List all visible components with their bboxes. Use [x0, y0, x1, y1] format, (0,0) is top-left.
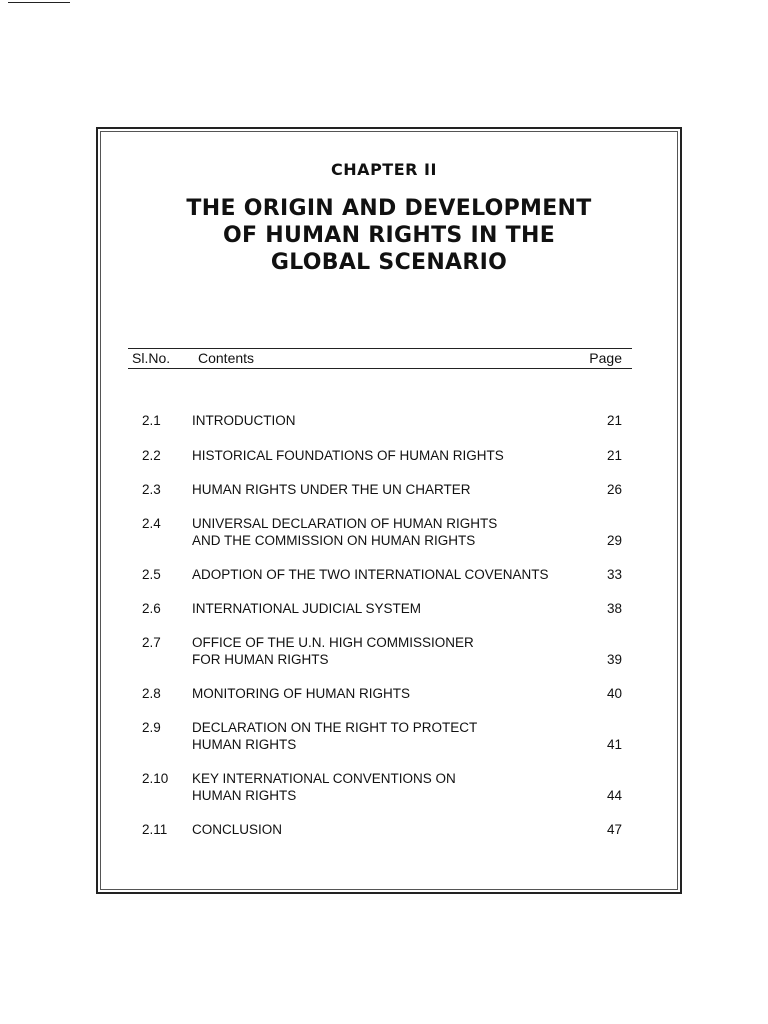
toc-entry-title-line: HISTORICAL FOUNDATIONS OF HUMAN RIGHTS: [192, 448, 504, 463]
toc-entry-page: 40: [606, 686, 622, 701]
toc-entry-number: 2.8: [142, 686, 161, 701]
toc-entry-number: 2.7: [142, 635, 161, 650]
toc-header: [128, 348, 632, 369]
chapter-label: CHAPTER II: [331, 160, 437, 179]
toc-entry-number: 2.3: [142, 482, 161, 497]
toc-entry-page: 29: [606, 533, 622, 548]
toc-entry-title-line: KEY INTERNATIONAL CONVENTIONS ON: [192, 771, 456, 786]
toc-entry-title: [192, 770, 592, 804]
toc-entry-title-line: UNIVERSAL DECLARATION OF HUMAN RIGHTS: [192, 516, 498, 531]
toc-entry-title-line: CONCLUSION: [192, 822, 283, 837]
chapter-title: [0, 195, 768, 276]
toc-entry-page: 33: [606, 567, 622, 582]
toc-entry-title: [192, 719, 592, 753]
toc-entry-number: 2.10: [142, 771, 169, 786]
toc-entry-page: 44: [606, 788, 622, 803]
toc-entry-title: [192, 600, 592, 617]
toc-entry-page: 41: [606, 737, 622, 752]
toc-entry-number: 2.2: [142, 448, 161, 463]
toc-header-number: Sl.No.: [132, 350, 171, 366]
chapter-title-line: THE ORIGIN AND DEVELOPMENT: [186, 196, 592, 221]
toc-entry-title: [192, 515, 592, 549]
toc-entry-number: 2.11: [142, 822, 168, 837]
toc-header-contents: Contents: [198, 350, 255, 366]
toc-entry-title-line: OFFICE OF THE U.N. HIGH COMMISSIONER: [192, 635, 474, 650]
toc-entry-title-line: ADOPTION OF THE TWO INTERNATIONAL COVENANTS: [192, 567, 549, 582]
toc-entry-title-line: DECLARATION ON THE RIGHT TO PROTECT: [192, 720, 478, 735]
toc-entry-page: 47: [606, 822, 622, 837]
toc-entry-title-line: HUMAN RIGHTS: [192, 737, 297, 752]
toc-entry-title: [192, 447, 592, 464]
toc-entry-number: 2.4: [142, 516, 161, 531]
toc-entry-title-line: HUMAN RIGHTS: [192, 788, 297, 803]
toc-entry-title-line: INTRODUCTION: [192, 413, 296, 428]
toc-entry-title: [192, 412, 592, 429]
toc-entry-title: [192, 634, 592, 668]
corner-rule: [8, 2, 70, 3]
toc-entry-number: 2.1: [142, 413, 161, 428]
toc-header-page: Page: [589, 350, 622, 366]
toc-entry-number: 2.5: [142, 567, 161, 582]
toc-entry-page: 26: [606, 482, 622, 497]
toc-entry-title-line: FOR HUMAN RIGHTS: [192, 652, 329, 667]
toc-entry-title-line: AND THE COMMISSION ON HUMAN RIGHTS: [192, 533, 476, 548]
toc-entry-title: [192, 821, 592, 838]
toc-entry-number: 2.6: [142, 601, 161, 616]
toc-entry-title-line: MONITORING OF HUMAN RIGHTS: [192, 686, 410, 701]
chapter-title-line: GLOBAL SCENARIO: [270, 250, 508, 275]
toc-entry-number: 2.9: [142, 720, 161, 735]
toc-entry-page: 38: [606, 601, 622, 616]
toc-entry-page: 39: [606, 652, 622, 667]
toc-entry-page: 21: [606, 448, 622, 463]
toc-entry-title: [192, 481, 592, 498]
toc-entry-page: 21: [606, 413, 622, 428]
toc-entry-title: [192, 685, 592, 702]
toc-entry-title-line: HUMAN RIGHTS UNDER THE UN CHARTER: [192, 482, 471, 497]
toc-entry-title-line: INTERNATIONAL JUDICIAL SYSTEM: [192, 601, 422, 616]
chapter-title-line: OF HUMAN RIGHTS IN THE: [222, 223, 556, 248]
toc-entry-title: [192, 566, 592, 583]
